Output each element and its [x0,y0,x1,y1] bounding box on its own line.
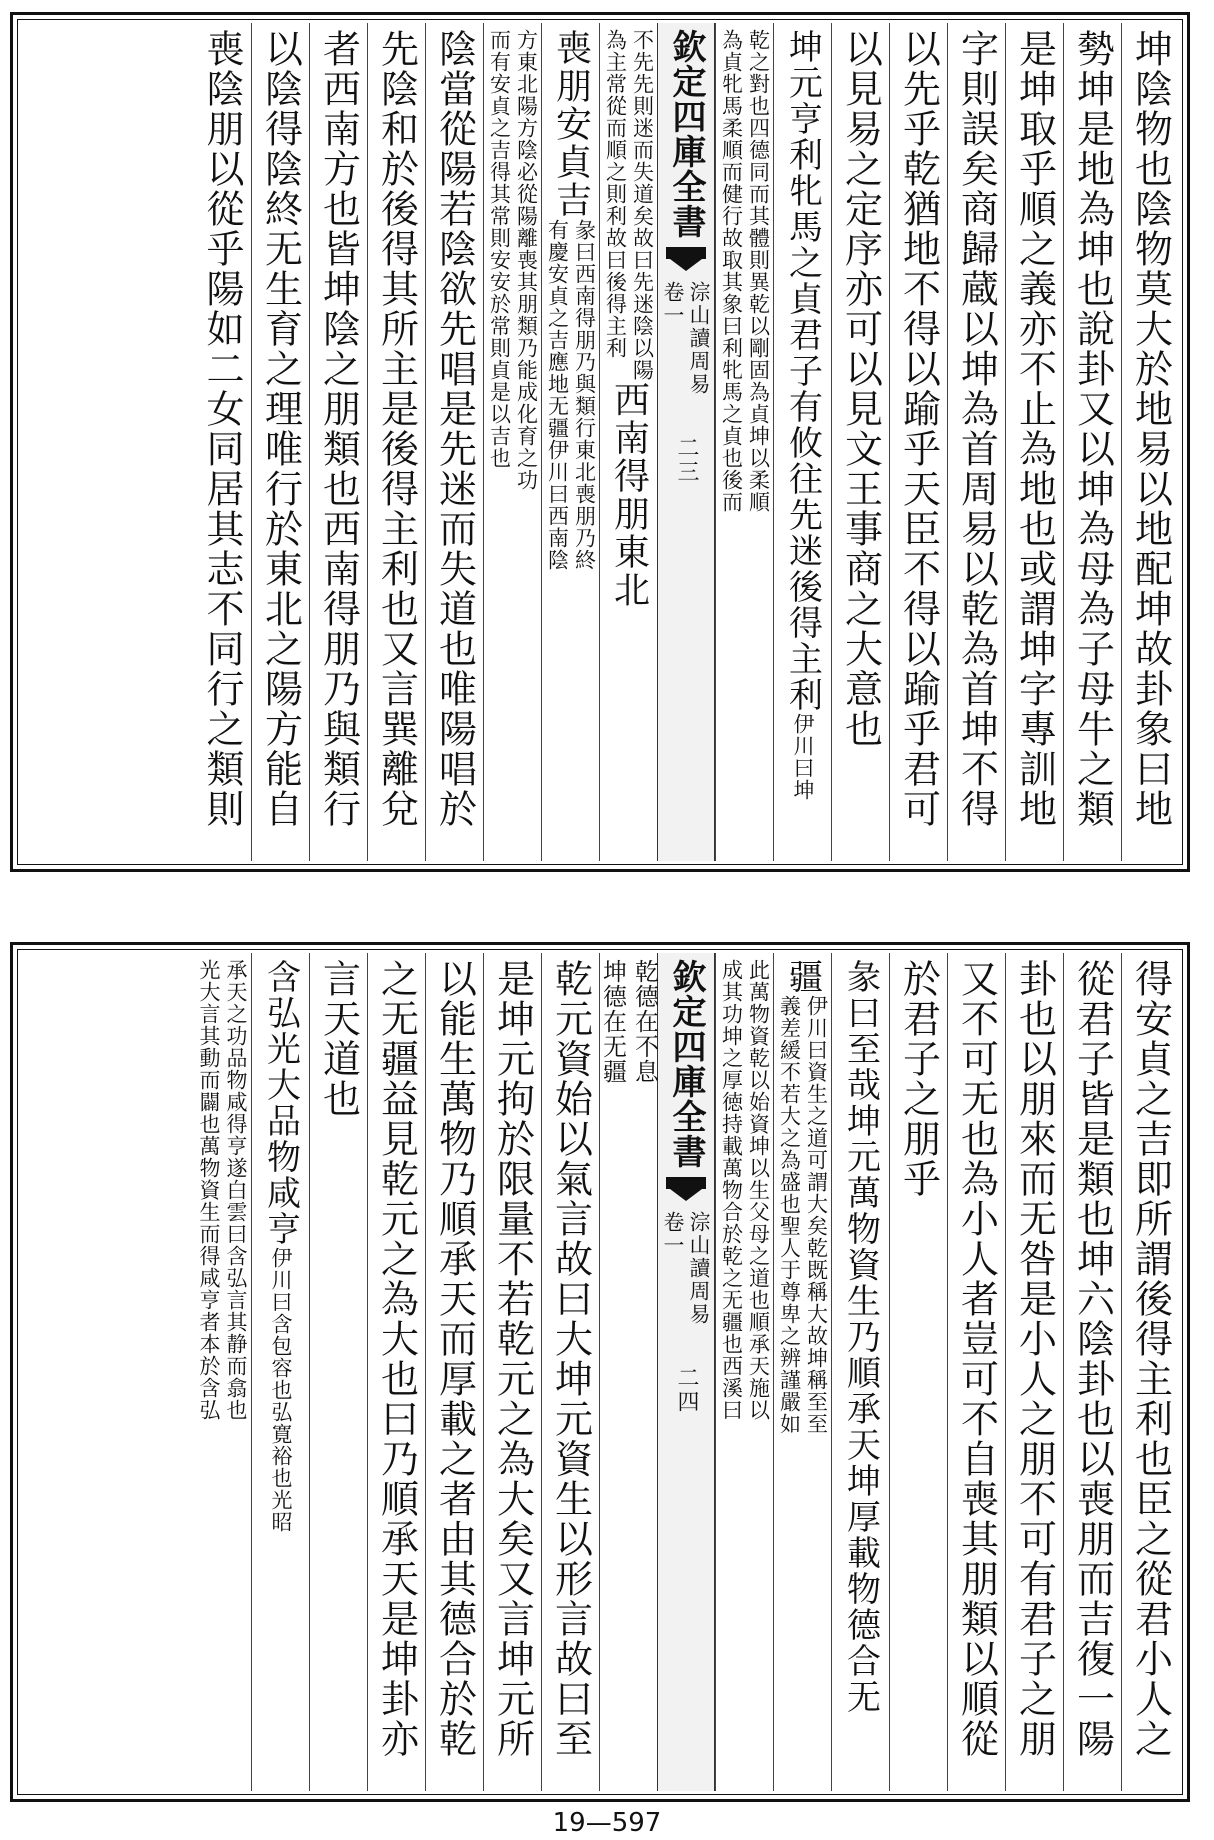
main-text: 彖曰至哉坤元萬物資生乃順承天坤厚載物德合无 [840,959,881,1715]
leaf-number: 二三 [674,436,699,484]
text-column [1063,23,1121,861]
fish-tail-center [657,23,715,861]
text-line: 又不可无也為小人者豈可不自喪其朋類以順從 [954,959,999,1759]
commentary: 光大言其動而闢也萬物資生而得咸亨者本於含弘 [197,959,221,1421]
commentary: 伊川曰含包容也弘寛裕也光昭 [269,1247,293,1533]
text-column [889,953,947,1791]
text-column [251,953,309,1791]
juan-label: 卷一 [661,281,685,327]
leaf-number: 二四 [674,1366,699,1414]
commentary: 乾德在不息 [630,959,659,1084]
text-column [483,953,541,1791]
main-text: 喪朋安貞吉 [550,29,592,219]
text-line: 喪陰朋以從乎陽如二女同居其志不同行之類則 [200,29,244,829]
page-top [10,12,1190,872]
text-column [193,23,251,861]
text-columns [21,953,1179,1791]
commentary-column [193,953,251,1791]
folio-number: 19—597 [552,1808,662,1838]
text-line: 勢坤是地為坤也說卦又以坤為母為子母牛之類 [1070,29,1115,829]
commentary: 有慶安貞之吉應地无疆伊川曰西南陰 [545,219,570,571]
fish-tail-center [657,953,715,1791]
text-columns [21,23,1179,861]
text-column [831,23,889,861]
text-line: 於君子之朋乎 [896,959,941,1199]
text-column [1121,953,1179,1791]
commentary: 彖曰西南得朋乃與類行東北喪朋乃終 [572,219,597,571]
text-line: 乾元資始以氣言故曰大坤元資生以形言故曰至 [548,959,593,1759]
text-column [541,953,599,1791]
text-column [425,953,483,1791]
main-text: 坤元亨利牝馬之貞君子有攸往先迷後得主利 [782,29,823,713]
text-line: 言天道也 [316,959,361,1119]
text-line: 先陰和於後得其所主是後得主利也又言巽離兌 [374,29,419,829]
text-column [541,23,599,861]
commentary: 此萬物資乾以始資坤以生父母之道也順承天施以 [746,959,771,1421]
text-line: 是坤取乎順之義亦不止為地也或謂坤字專訓地 [1012,29,1057,829]
commentary: 不先先則迷而失道矣故曰先迷陰以陽 [630,29,655,381]
book-title: 欽定四庫全書 [666,959,706,1169]
text-line: 以陰得陰終无生育之理唯行於東北之陽方能自 [258,29,303,829]
commentary: 成其功坤之厚徳持載萬物合於乾之无疆也西溪曰 [719,959,744,1421]
commentary: 義差緩不若大之為盛也聖人于尊卑之辨謹嚴如 [777,995,802,1435]
text-line: 從君子皆是類也坤六陰卦也以喪朋而吉復一陽 [1070,959,1115,1759]
commentary: 伊川曰坤 [791,713,815,801]
commentary: 坤德在无疆 [598,959,627,1084]
text-line: 得安貞之吉即所謂後得主利也臣之從君小人之 [1128,959,1173,1759]
commentary: 為主常從而順之則利故曰後得主利 [603,29,628,359]
commentary-column [715,23,773,861]
main-text: 含弘光大品物咸亨 [260,959,301,1247]
text-column [1121,23,1179,861]
volume-label: 淙山讀周易 [687,1211,711,1326]
text-column [309,953,367,1791]
text-column [367,953,425,1791]
text-column [599,23,657,861]
commentary: 承天之功品物咸得亨遂白雲曰含弘言其静而翕也 [224,959,248,1421]
text-line: 之无疆益見乾元之為大也曰乃順承天是坤卦亦 [374,959,419,1759]
text-column [1005,23,1063,861]
volume-label: 淙山讀周易 [687,281,711,396]
text-line: 坤陰物也陰物莫大於地易以地配坤故卦象曰地 [1128,29,1173,829]
text-column [425,23,483,861]
text-column [831,953,889,1791]
commentary-column [599,953,657,1791]
fish-tail-mark-icon [666,1177,706,1203]
juan-label: 卷一 [661,1211,685,1257]
main-text: 疆 [782,959,823,995]
text-column [1063,953,1121,1791]
text-column [309,23,367,861]
book-title: 欽定四庫全書 [666,29,706,239]
text-column [773,953,831,1791]
text-column [947,953,1005,1791]
commentary: 伊川曰資生之道可謂大矣乾既稱大故坤稱至至 [804,995,829,1435]
text-line: 卦也以朋來而无咎是小人之朋不可有君子之朋 [1012,959,1057,1759]
commentary-column [483,23,541,861]
text-line: 以先乎乾猶地不得以踰乎天臣不得以踰乎君可 [896,29,941,829]
text-line: 者西南方也皆坤陰之朋類也西南得朋乃與類行 [316,29,361,829]
text-line: 字則誤矣商歸蔵以坤為首周易以乾為首坤不得 [954,29,999,829]
commentary: 乾之對也四德同而其體則異乾以剛固為貞坤以柔順 [746,29,771,513]
text-column [1005,953,1063,1791]
text-column [367,23,425,861]
text-column [251,23,309,861]
text-column [947,23,1005,861]
commentary: 而有安貞之吉得其常則安安於常則貞是以吉也 [487,29,512,469]
text-line: 以見易之定序亦可以見文王事商之大意也 [838,29,883,749]
commentary: 方東北陽方陰必從陽離喪其朋類乃能成化育之功 [514,29,539,491]
text-column [889,23,947,861]
page-bottom [10,942,1190,1802]
commentary: 為貞牝馬柔順而健行故取其象曰利牝馬之貞也後而 [719,29,744,513]
commentary-column [715,953,773,1791]
main-text: 西南得朋東北 [608,381,650,609]
fish-tail-mark-icon [666,247,706,273]
text-line: 以能生萬物乃順承天而厚載之者由其德合於乾 [432,959,477,1759]
text-column [773,23,831,861]
text-line: 陰當從陽若陰欲先唱是先迷而失道也唯陽唱於 [432,29,477,829]
text-line: 是坤元拘於限量不若乾元之為大矣又言坤元所 [490,959,535,1759]
